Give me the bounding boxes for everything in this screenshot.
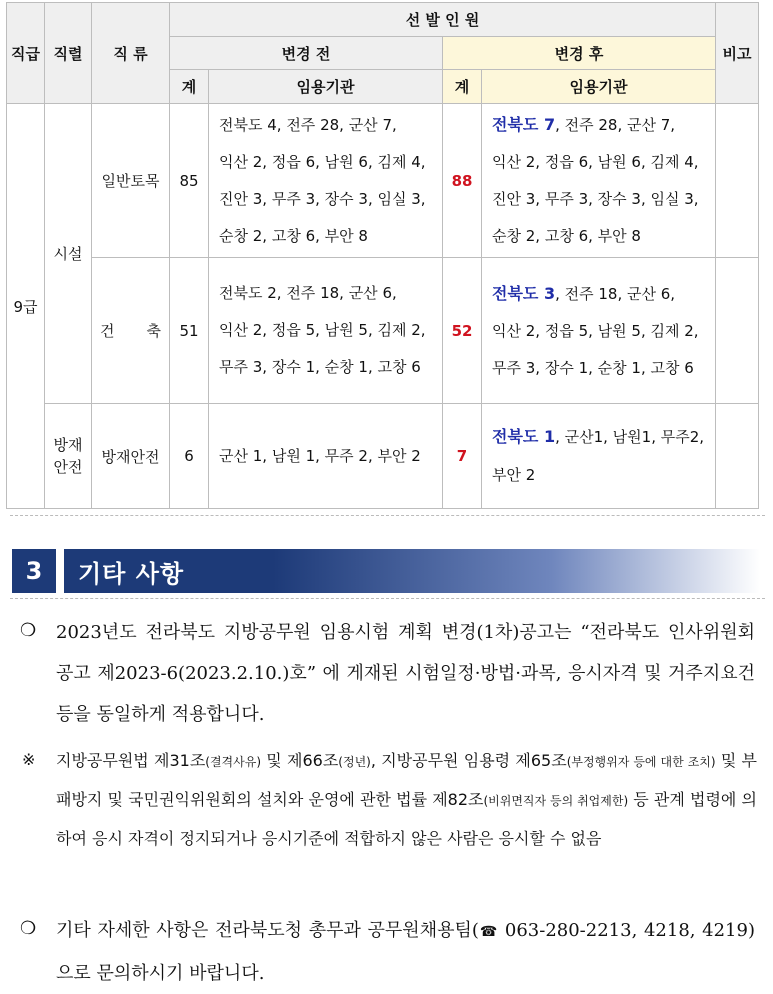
divider — [10, 598, 765, 599]
class-cell: 방재안전 — [92, 404, 170, 509]
circle-bullet-icon: ❍ — [20, 620, 37, 641]
class-cell: 건 축 — [92, 258, 170, 404]
header-series: 직렬 — [45, 3, 92, 104]
before-total: 51 — [170, 258, 209, 404]
before-org: 전북도 2, 전주 18, 군산 6, 익산 2, 정읍 5, 남원 5, 김제 2, 무주 3, 장수 1, 순창 1, 고창 6 — [209, 258, 443, 404]
after-org: 전북도 3, 전주 18, 군산 6, 익산 2, 정읍 5, 남원 5, 김제 2, 무주 3, 장수 1, 순창 1, 고창 6 — [482, 258, 716, 404]
header-before: 변경 전 — [170, 37, 443, 70]
phone-icon: ☎ — [478, 924, 499, 940]
circle-bullet-icon: ❍ — [20, 918, 37, 939]
before-total: 6 — [170, 404, 209, 509]
after-org: 전북도 7, 전주 28, 군산 7, 익산 2, 정읍 6, 남원 6, 김제 4, 진안 3, 무주 3, 장수 3, 임실 3, 순창 2, 고창 6, 부안 8 — [482, 104, 716, 258]
after-total: 7 — [443, 404, 482, 509]
note-cell — [716, 404, 759, 509]
after-org: 전북도 1, 군산1, 남원1, 무주2, 부안 2 — [482, 404, 716, 509]
header-recruit: 선 발 인 원 — [170, 3, 716, 37]
header-grade: 직급 — [7, 3, 45, 104]
header-after-org: 임용기관 — [482, 70, 716, 104]
paragraph-application: ❍ 2023년도 전라북도 지방공무원 임용시험 계획 변경(1차)공고는 “전라북도 인사위원회 공고 제2023-6(2023.2.10.)호” 에 게재된 시험일정·방법·과목, 응시자격 및 거주지요건 등을 동일하게 적용합니다. — [20, 620, 755, 725]
divider — [10, 515, 765, 516]
before-total: 85 — [170, 104, 209, 258]
before-org: 전북도 4, 전주 28, 군산 7, 익산 2, 정읍 6, 남원 6, 김제 4, 진안 3, 무주 3, 장수 3, 임실 3, 순창 2, 고창 6, 부안 8 — [209, 104, 443, 258]
section-title: 기타 사항 — [64, 549, 760, 593]
note-paragraph: ※ 지방공무원법 제31조(결격사유) 및 제66조(정년), 지방공무원 임용령 제65조(부정행위자 등에 대한 조치) 및 부패방지 및 국민권익위원회의 설치와 운영에 관한 법률 제82조(비위면직자 등의 취업제한) 등 관계 법령에 의하여 응시 자격이 정지되거나 응시기준에 적합하지 않은 사람은 응시할 수 없음 — [22, 750, 758, 848]
note-cell — [716, 258, 759, 404]
section-header — [12, 549, 760, 593]
table-row — [7, 104, 759, 258]
header-after: 변경 후 — [443, 37, 716, 70]
header-before-org: 임용기관 — [209, 70, 443, 104]
note-cell — [716, 104, 759, 258]
table-row — [7, 404, 759, 509]
reference-mark-icon: ※ — [22, 750, 36, 769]
header-after-total: 계 — [443, 70, 482, 104]
after-total: 88 — [443, 104, 482, 258]
paragraph-contact: ❍ 기타 자세한 사항은 전라북도청 총무과 공무원채용팀(☎ 063-280-2213, 4218, 4219)으로 문의하시기 바랍니다. — [20, 918, 755, 984]
header-before-total: 계 — [170, 70, 209, 104]
after-total: 52 — [443, 258, 482, 404]
recruitment-change-table — [6, 2, 759, 509]
before-org: 군산 1, 남원 1, 무주 2, 부안 2 — [209, 404, 443, 509]
section-number: 3 — [12, 549, 56, 593]
header-class: 직 류 — [92, 3, 170, 104]
class-cell: 일반토목 — [92, 104, 170, 258]
header-note: 비고 — [716, 3, 759, 104]
table-row — [7, 258, 759, 404]
grade-cell: 9급 — [7, 104, 45, 509]
series-cell-disaster: 방재안전 — [45, 404, 92, 509]
series-cell-facility: 시설 — [45, 104, 92, 404]
